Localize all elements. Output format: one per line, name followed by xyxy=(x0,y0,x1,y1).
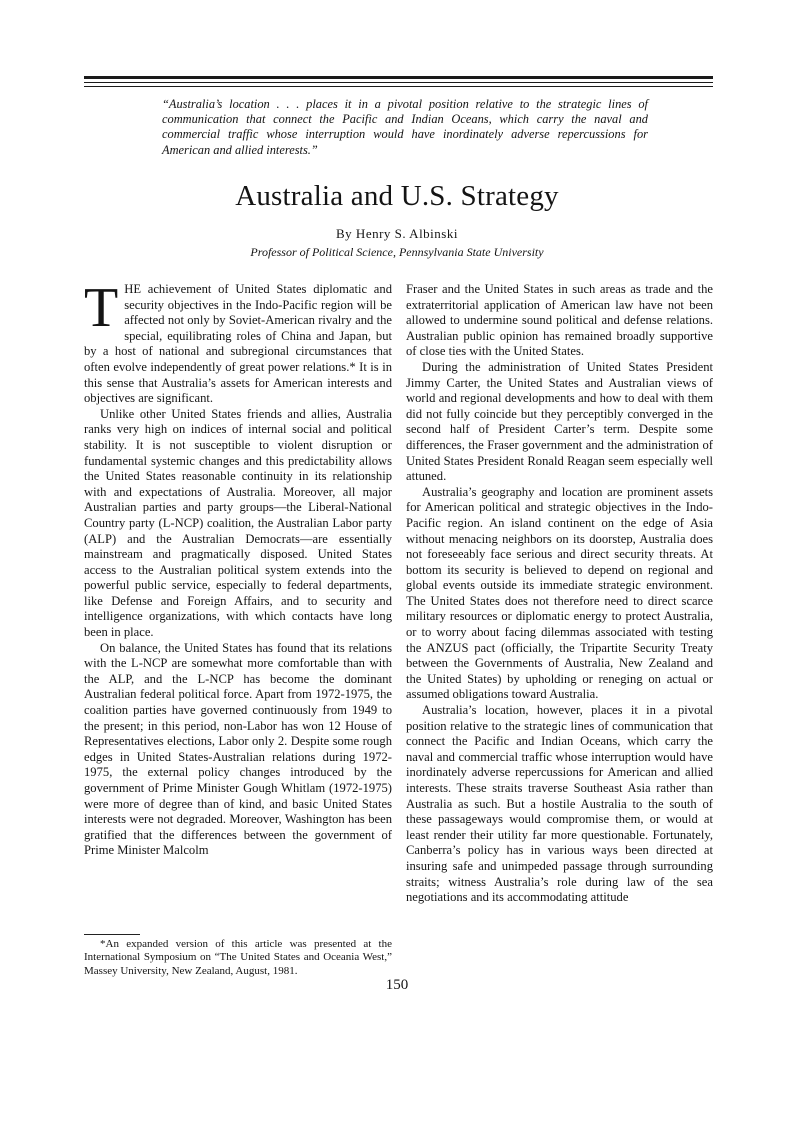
footnote-divider xyxy=(84,934,140,935)
paragraph-5: Australia’s geography and location are prominent assets for American political and strategic objectives in the Indo-Pacific region. An island continent on the edge of Asia without menacing neighbors on its doorstep, Australia does not foreseeably face serious and direct security threats. At bottom its security is believed to depend on regional and global events outside its immediate strategic environment. The United States does not therefore need to direct scarce military resources or diplomatic energy to protect Australia, or to worry about facing dilemmas associated with testing the ANZUS pact (officially, the Tripartite Security Treaty between the Governments of Australia, New Zealand and the United States) by upholding or reneging on actual or assumed obligations toward Australia. xyxy=(406,484,713,702)
paragraph-2: Unlike other United States friends and allies, Australia ranks very high on indices of internal social and political stability. It is not susceptible to violent disruption or fundamental systemic changes and this predictability allows the United States reasonable continuity in its relationship with and expectations of Australia. Moreover, all major Australian parties and party groups—the Liberal-National Country party (L-NCP) coalition, the Australian Labor party (ALP) and the Australian Democrats—are essentially mainstream and pragmatically disposed. United States access to the Australian political system extends into the powerful public service, especially to federal departments, like Defense and Foreign Affairs, and to security and intelligence organizations, with which contacts have long been in place. xyxy=(84,406,392,640)
paragraph-3: On balance, the United States has found that its relations with the L-NCP are somewhat more comfortable than with the ALP, and the L-NCP has become the dominant Australian federal political force. Apart from 1972-1975, the coalition parties have governed continuously from 1949 to the present; in this period, non-Labor has won 12 House of Representatives elections, Labor only 2. Despite some rough edges in United States-Australian relations during 1972-1975, the external policy changes introduced by the government of Prime Minister Gough Whitlam (1972-1975) were more of degree than of kind, and basic United States interests were not degraded. Moreover, Washington has been gratified that the differences between the government of Prime Minister Malcolm xyxy=(84,640,392,858)
paragraph-1 xyxy=(84,277,392,407)
article-title: Australia and U.S. Strategy xyxy=(235,180,559,212)
column-right xyxy=(406,282,713,906)
paragraph-6: Australia’s location, however, places it in a pivotal position relative to the strategic lines of communication that connect the Pacific and Indian Oceans, which carry the naval and commercial traffic whose interruption would have inordinately adverse repercussions for American and allied interests. These straits traverse Southeast Asia rather than Australia as such. But a hostile Australia to the south of these passageways would compromise them, or would at least render their utility far more questionable. Fortunately, Canberra’s policy has in various ways been directed at insuring safe and unimpeded passage through surrounding straits; witness Australia’s role during law of the sea negotiations and its accommodating attitude xyxy=(406,703,713,905)
header-rule-thin xyxy=(84,82,713,83)
column-left xyxy=(84,277,392,859)
author-byline: By Henry S. Albinski xyxy=(336,226,458,241)
epigraph-quote: “Australia’s location . . . places it in a pivotal position relative to the strategic lines of communication that connect the Pacific and Indian Oceans, which carry the naval and commercial traffic whose interruption would have inordinately adverse repercussions for American and allied interests.” xyxy=(162,97,648,157)
footnote: *An expanded version of this article was presented at the International Symposium on “The United States and Oceania West,” Massey University, New Zealand, August, 1981. xyxy=(84,938,392,977)
paragraph-3-continued: Fraser and the United States in such areas as trade and the extraterritorial application of American law have not been allowed to undermine sound political and defense relations. Australian public opinion has remained broadly supportive of close ties with the United States. xyxy=(406,282,713,359)
author-affiliation: Professor of Political Science, Pennsylvania State University xyxy=(250,245,544,259)
header-rule-thin-2 xyxy=(84,86,713,87)
paragraph-1-text: HE achievement of United States diplomatic and security objectives in the Indo-Pacific region will be affected not only by Soviet-American rivalry and the special, equilibrating roles of China and Japan, but by a host of national and subregional circumstances that often evolve independently of great power relations.* It is in this sense that Australia’s assets for American interests and objectives are significant. xyxy=(84,282,392,406)
paragraph-4: During the administration of United States President Jimmy Carter, the United States and Australian views of world and regional developments and how to deal with them did not fully coincide but they perceptibly converged in the second half of President Carter’s term. Despite some differences, the Fraser government and the administration of United States President Ronald Reagan seem especially well attuned. xyxy=(406,359,713,484)
drop-cap: T xyxy=(84,277,119,339)
header-rule-thick xyxy=(84,76,713,79)
page-number: 150 xyxy=(385,977,409,993)
